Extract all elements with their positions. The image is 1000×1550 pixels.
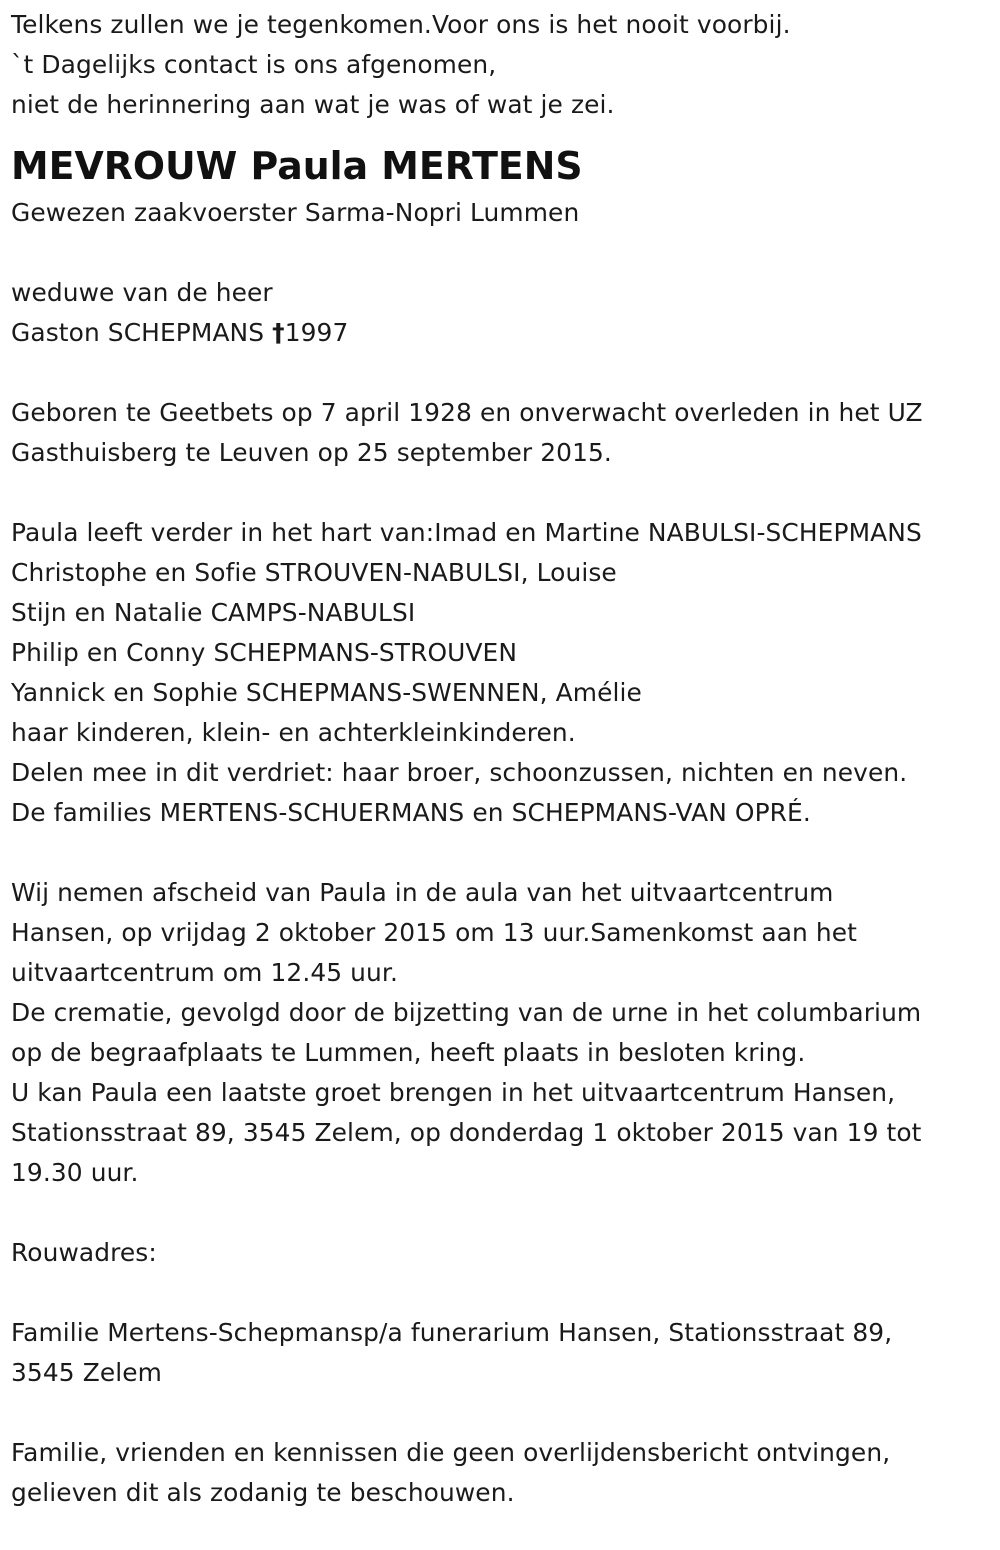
address-line: Familie Mertens-Schepmansp/a funerarium Hansen, Stationsstraat 89, [11, 1318, 893, 1347]
spacer [11, 353, 996, 393]
spacer [11, 1193, 996, 1233]
family-line: Delen mee in dit verdriet: haar broer, schoonzussen, nichten en neven. [11, 758, 908, 787]
cross-icon: † [272, 318, 285, 347]
ceremony-line: 19.30 uur. [11, 1158, 139, 1187]
birth-death-line: Geboren te Geetbets op 7 april 1928 en onverwacht overleden in het UZ [11, 398, 923, 427]
ceremony-line: Hansen, op vrijdag 2 oktober 2015 om 13 uur.Samenkomst aan het [11, 918, 858, 947]
spacer [11, 233, 996, 273]
spouse-death-year: 1997 [284, 318, 349, 347]
family-line: Philip en Conny SCHEPMANS-STROUVEN [11, 638, 518, 667]
birth-death-line: Gasthuisberg te Leuven op 25 september 2015. [11, 438, 612, 467]
poem-line: Telkens zullen we je tegenkomen.Voor ons is het nooit voorbij. [11, 10, 791, 39]
spouse-name: Gaston SCHEPMANS [11, 318, 265, 347]
family-line: Paula leeft verder in het hart van:Imad en Martine NABULSI-SCHEPMANS [11, 518, 922, 547]
spacer [11, 833, 996, 873]
family-line: haar kinderen, klein- en achterkleinkinderen. [11, 718, 576, 747]
ceremony-line: Wij nemen afscheid van Paula in de aula van het uitvaartcentrum [11, 878, 834, 907]
closing-line: gelieven dit als zodanig te beschouwen. [11, 1478, 515, 1507]
family-line: Yannick en Sophie SCHEPMANS-SWENNEN, Amélie [11, 678, 642, 707]
poem-line: niet de herinnering aan wat je was of wat je zei. [11, 90, 615, 119]
ceremony-line: De crematie, gevolgd door de bijzetting van de urne in het columbarium [11, 998, 922, 1027]
spouse-intro: weduwe van de heer [11, 278, 273, 307]
address-label: Rouwadres: [11, 1238, 157, 1267]
spouse-line [11, 313, 991, 353]
death-notice [11, 5, 996, 1513]
ceremony-line: Stationsstraat 89, 3545 Zelem, op donderdag 1 oktober 2015 van 19 tot [11, 1118, 922, 1147]
family-line: De families MERTENS-SCHUERMANS en SCHEPMANS-VAN OPRÉ. [11, 798, 811, 827]
family-line: Christophe en Sofie STROUVEN-NABULSI, Louise [11, 558, 617, 587]
spacer [11, 1393, 996, 1433]
occupation: Gewezen zaakvoerster Sarma-Nopri Lummen [11, 198, 580, 227]
spacer [11, 473, 996, 513]
ceremony-line: op de begraafplaats te Lummen, heeft plaats in besloten kring. [11, 1038, 806, 1067]
deceased-name: MEVROUW Paula MERTENS [11, 144, 583, 188]
poem-line: `t Dagelijks contact is ons afgenomen, [11, 50, 497, 79]
ceremony-line: U kan Paula een laatste groet brengen in het uitvaartcentrum Hansen, [11, 1078, 896, 1107]
family-line: Stijn en Natalie CAMPS-NABULSI [11, 598, 416, 627]
closing-line: Familie, vrienden en kennissen die geen overlijdensbericht ontvingen, [11, 1438, 891, 1467]
address-line: 3545 Zelem [11, 1358, 162, 1387]
ceremony-line: uitvaartcentrum om 12.45 uur. [11, 958, 398, 987]
spacer [11, 1273, 996, 1313]
